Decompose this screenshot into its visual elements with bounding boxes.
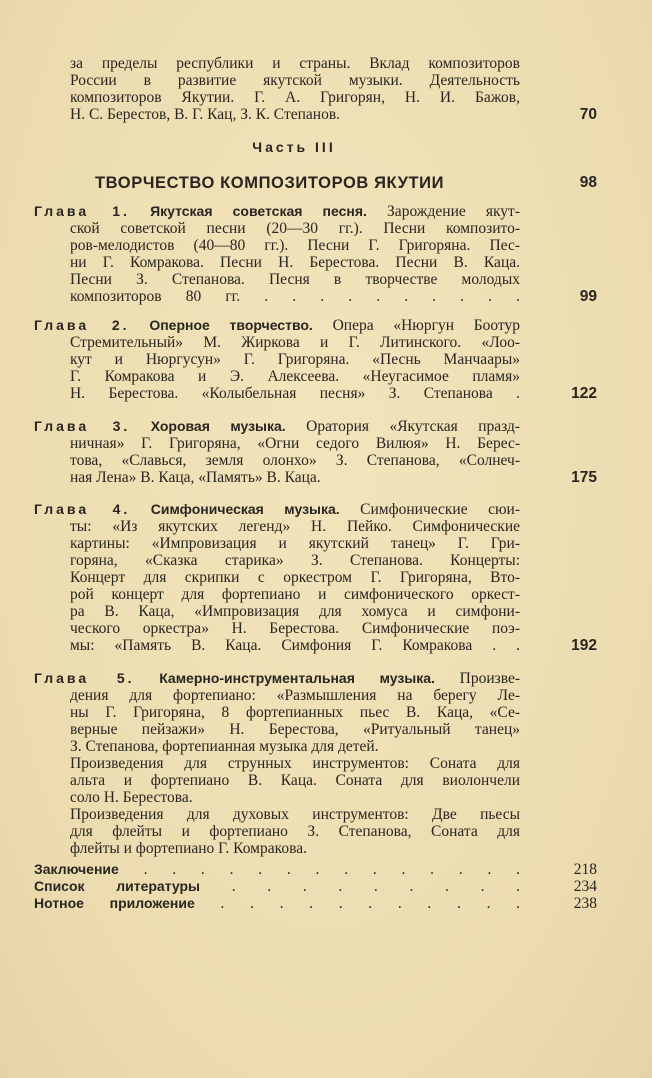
entry-line: верные пейзажи» Н. Берестова, «Ритуальный танец» [70,721,520,738]
chapter-text: Произве- [459,670,520,687]
chapter-entry [34,501,520,654]
page-number: 192 [571,637,597,654]
entry-line: Стремительный» М. Жиркова и Г. Литинского. «Лоо- [70,334,520,351]
entry-line: това, «Славься, земля олонхо» З. Степанова, «Солнеч- [70,452,520,469]
page-number: 175 [571,469,597,486]
entry-line: ни Г. Комракова. Песни Н. Берестова. Песни В. Каца. [70,254,520,271]
entry-line: рой концерт для фортепиано и симфонического оркест- [70,586,520,603]
entry-line: композиторов 80 гг. . . . . . . . . . . [70,288,520,305]
chapter-text: Зарождение якут- [387,203,520,220]
back-matter-label: Заключение [34,861,119,877]
part-page-number: 98 [579,174,597,191]
entry-line: Произведения для духовых инструментов: Две пьесы [70,806,520,823]
chapter-title: Оперное творчество. [149,317,313,333]
entry-line: ров-мелодистов (40—80 гг.). Песни Г. Григоряна. Пес- [70,237,520,254]
page-number: 99 [579,288,597,305]
chapter-entry [34,418,520,486]
chapter-first-line [34,670,520,687]
chapter-text: Оратория «Якутская празд- [306,418,520,435]
chapter-entry [34,203,520,305]
leader-dots: . . . . . . . . . . . . . . [143,861,520,878]
part-title: ТВОРЧЕСТВО КОМПОЗИТОРОВ ЯКУТИИ [95,174,445,192]
entry-line: ра В. Каца, «Импровизация для хомуса и симфони- [70,603,520,620]
chapter-title: Хоровая музыка. [150,418,286,434]
entry-line: З. Степанова, фортепианная музыка для детей. [70,738,379,755]
page-number: 234 [573,878,597,895]
entry-line: ты: «Из якутских легенд» Н. Пейко. Симфонические [70,518,520,535]
page-number: 238 [573,895,597,912]
entry-line: Произведения для струнных инструментов: Соната для [70,755,520,772]
entry-line: России в развитие якутской музыки. Деятельность [70,72,520,89]
chapter-title: Симфоническая музыка. [150,501,340,517]
entry-line: Песни З. Степанова. Песня в творчестве молодых [70,271,520,288]
entry-line: Концерт для скрипки с оркестром Г. Григоряна, Вто- [70,569,520,586]
entry-line: ской советской песни (20—30 гг.). Песни композито- [70,220,520,237]
chapter-label: Глава 4. [34,501,131,517]
chapter-label: Глава 1. [34,203,130,219]
chapter-text: Опера «Нюргун Боотур [332,317,520,334]
page-number: 218 [573,861,597,878]
entry-line: ная Лена» В. Каца, «Память» В. Каца. [70,469,321,486]
chapter-text: Симфонические сюи- [360,501,520,518]
entry-line: альта и фортепиано В. Каца. Соната для виолончели [70,772,520,789]
leader-dots: . . . . . . . . . [231,878,520,895]
entry-line: мы: «Память В. Каца. Симфония Г. Комракова . . [70,637,520,654]
entry-line: кут и Нюргусун» Г. Григоряна. «Песнь Манчаары» [70,351,520,368]
back-matter-entry [34,895,520,912]
back-matter-entry [34,878,520,895]
back-matter-label: Список литературы [34,878,201,894]
leader-dots: . . . . . . . . . . . [220,895,520,912]
intro-entry [34,55,520,123]
chapter-label: Глава 3. [34,418,131,434]
entry-line: ничная» Г. Григоряна, «Огни седого Вилюя» Н. Берес- [70,435,520,452]
chapter-entry [34,670,520,857]
chapter-title: Камерно-инструментальная музыка. [159,670,435,686]
entry-line: Н. Берестова. «Колыбельная песня» З. Степанова . [70,385,520,402]
entry-line: композиторов Якутии. Г. А. Григорян, Н. И. Бажов, [70,89,520,106]
back-matter-entry [34,861,520,878]
entry-line: дения для фортепиано: «Размышления на берегу Ле- [70,687,520,704]
entry-line: горяна, «Сказка старика» З. Степанова. Концерты: [70,552,520,569]
back-matter-label: Нотное приложение [34,895,195,911]
entry-line: для флейты и фортепиано З. Степанова, Соната для [70,823,520,840]
chapter-label: Глава 2. [34,317,130,333]
chapter-first-line [34,203,520,220]
chapter-first-line [34,418,520,435]
chapter-entry [34,317,520,402]
entry-line: картины: «Импровизация и якутский танец» Г. Гри- [70,535,520,552]
chapter-title: Якутская советская песня. [150,203,367,219]
chapter-first-line [34,317,520,334]
entry-line: за пределы республики и страны. Вклад композиторов [70,55,520,72]
entry-line: соло Н. Берестова. [70,789,193,806]
page-number: 122 [571,385,597,402]
chapter-first-line [34,501,520,518]
entry-line: флейты и фортепиано Г. Комракова. [70,840,307,857]
entry-line: ческого оркестра» Н. Берестова. Симфонические поэ- [70,620,520,637]
page-number: 70 [579,106,597,123]
part-label: Часть III [252,139,336,155]
entry-line: ны Г. Григоряна, 8 фортепианных пьес В. Каца, «Се- [70,704,520,721]
entry-line: Г. Комракова и Э. Алексеева. «Неугасимое пламя» [70,368,520,385]
chapter-label: Глава 5. [34,670,135,686]
entry-line: Н. С. Берестов, В. Г. Кац, З. К. Степанов. [70,106,341,123]
